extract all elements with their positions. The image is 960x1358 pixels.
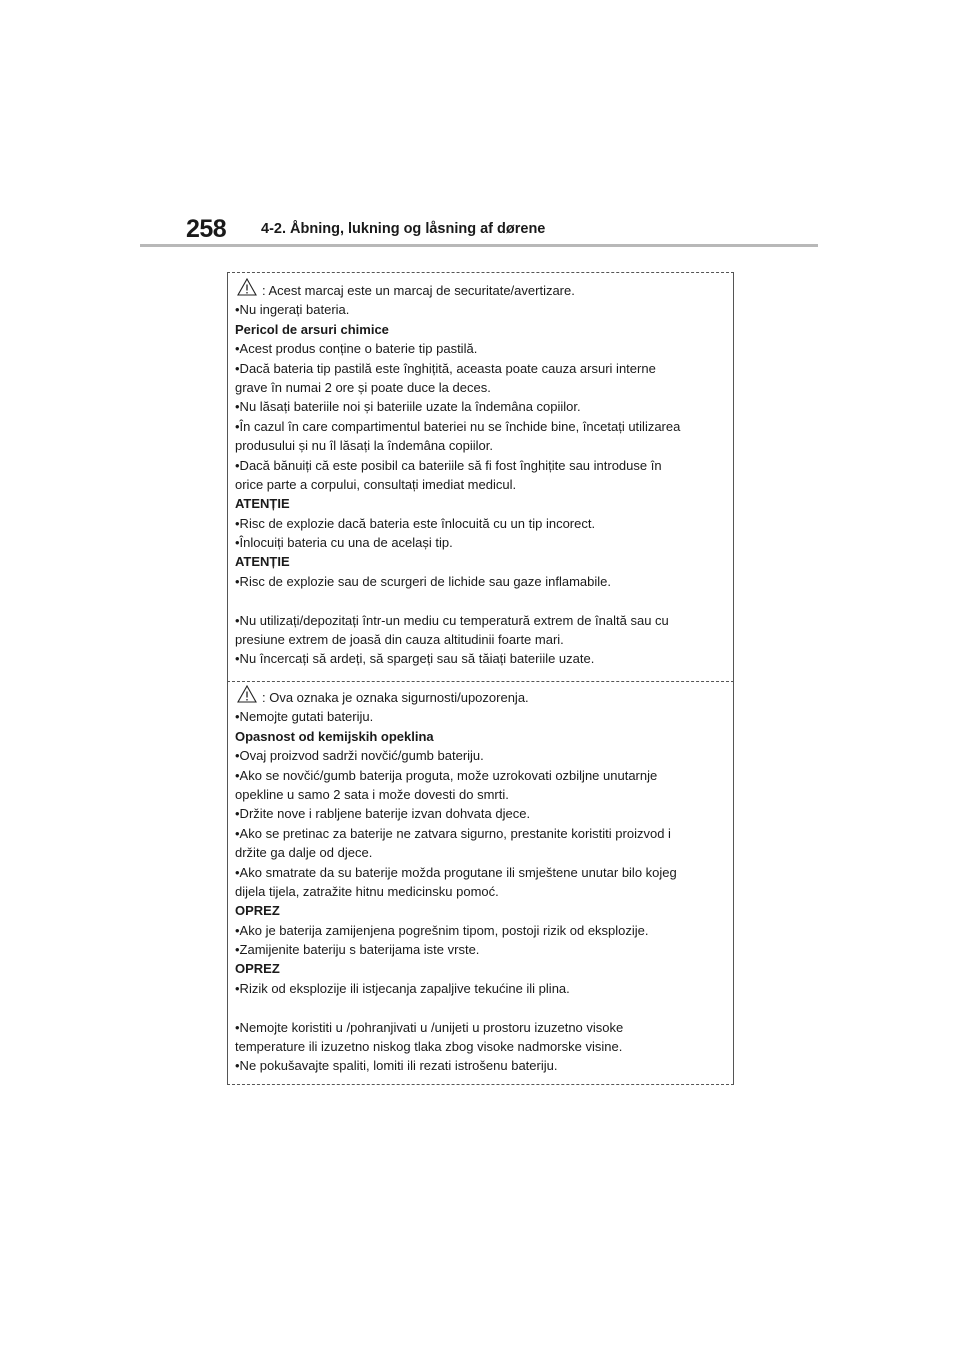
warning-text <box>235 882 729 901</box>
line-text: orice parte a corpului, consultați imediat medicul. <box>235 476 517 492</box>
warning-bullet <box>235 1018 729 1037</box>
warning-heading <box>235 320 729 339</box>
line-text: •Držite nove i rabljene baterije izvan dohvata djece. <box>235 806 531 822</box>
warning-bullet <box>235 514 729 533</box>
line-text: •Nu încercați să ardeți, să spargeți sau să tăiați bateriile uzate. <box>235 651 595 667</box>
warning-bullet <box>235 339 729 358</box>
warning-text <box>235 436 729 455</box>
line-text: presiune extrem de joasă din cauza altitudinii foarte mari. <box>235 632 564 648</box>
line-text: •Ako se pretinac za baterije ne zatvara sigurno, prestanite koristiti proizvod i <box>235 825 671 841</box>
line-text: opekline u samo 2 sata i može dovesti do smrti. <box>235 786 509 802</box>
line-text: •Nemojte gutati bateriju. <box>235 709 374 725</box>
warning-bullet <box>235 1056 729 1075</box>
line-text: •Nu lăsați bateriile noi și bateriile uzate la îndemâna copiilor. <box>235 399 581 415</box>
line-text: OPREZ <box>235 961 280 977</box>
warning-bullet <box>235 533 729 552</box>
warning-bullet <box>235 359 729 378</box>
line-text: •În cazul în care compartimentul bateriei nu se închide bine, încetați utilizarea <box>235 418 681 434</box>
warning-box-romanian <box>227 272 734 682</box>
warning-box-croatian <box>227 680 734 1085</box>
warning-legend <box>235 688 729 707</box>
line-text: grave în numai 2 ore și poate duce la deces. <box>235 379 491 395</box>
line-text: : Ova oznaka je oznaka sigurnosti/upozorenja. <box>262 690 529 705</box>
warning-text <box>235 630 729 649</box>
warning-text <box>235 843 729 862</box>
line-text: •Nu ingerați bateria. <box>235 302 350 318</box>
line-text: •Nu utilizați/depozitați într-un mediu cu temperatură extrem de înaltă sau cu <box>235 612 669 628</box>
line-text: •Dacă bateria tip pastilă este înghițită, aceasta poate cauza arsuri interne <box>235 360 656 376</box>
warning-bullet <box>235 707 729 726</box>
warning-bullet <box>235 300 729 319</box>
warning-bullet <box>235 649 729 668</box>
warning-heading <box>235 494 729 513</box>
line-text: •Risc de explozie sau de scurgeri de lichide sau gaze inflamabile. <box>235 573 611 589</box>
line-text: •Rizik od eksplozije ili istjecanja zapaljive tekućine ili plina. <box>235 980 570 996</box>
line-text: •Ovaj proizvod sadrži novčić/gumb bateriju. <box>235 748 484 764</box>
warning-text <box>235 785 729 804</box>
line-text: produsului și nu îl lăsați la îndemâna copiilor. <box>235 438 493 454</box>
line-text: OPREZ <box>235 903 280 919</box>
line-text: Pericol de arsuri chimice <box>235 321 389 337</box>
line-text: •Nemojte koristiti u /pohranjivati u /unijeti u prostoru izuzetno visoke <box>235 1019 624 1035</box>
section-title: 4-2. Åbning, lukning og låsning af dørene <box>261 221 546 237</box>
line-text: •Ako se novčić/gumb baterija proguta, može uzrokovati ozbiljne unutarnje <box>235 767 658 783</box>
warning-heading <box>235 727 729 746</box>
line-text: dijela tijela, zatražite hitnu medicinsku pomoć. <box>235 883 499 899</box>
line-text: •Risc de explozie dacă bateria este înlocuită cu un tip incorect. <box>235 515 596 531</box>
warning-bullet <box>235 824 729 843</box>
warning-triangle-icon <box>237 685 257 703</box>
warning-bullet <box>235 456 729 475</box>
warning-bullet <box>235 746 729 765</box>
header-divider <box>140 244 818 247</box>
warning-bullet <box>235 921 729 940</box>
blank-line <box>235 998 729 1017</box>
warning-bullet <box>235 417 729 436</box>
line-text: držite ga dalje od djece. <box>235 845 373 861</box>
line-text: •Dacă bănuiți că este posibil ca bateriile să fi fost înghițite sau introduse în <box>235 457 662 473</box>
line-text: •Ako smatrate da su baterije možda progutane ili smještene unutar bilo kojeg <box>235 864 677 880</box>
warning-bullet <box>235 979 729 998</box>
warning-bullet <box>235 940 729 959</box>
line-text: •Zamijenite bateriju s baterijama iste vrste. <box>235 942 480 958</box>
warning-text <box>235 378 729 397</box>
warning-text <box>235 475 729 494</box>
line-text: •Ne pokušavajte spaliti, lomiti ili rezati istrošenu bateriju. <box>235 1058 558 1074</box>
warning-heading <box>235 552 729 571</box>
page-number: 258 <box>186 215 227 243</box>
warning-bullet <box>235 804 729 823</box>
warning-heading <box>235 959 729 978</box>
warning-lines <box>235 281 729 669</box>
line-text: Opasnost od kemijskih opeklina <box>235 728 434 744</box>
warning-bullet <box>235 766 729 785</box>
blank-line <box>235 591 729 610</box>
warning-lines <box>235 688 729 1076</box>
warning-text <box>235 1037 729 1056</box>
warning-bullet <box>235 611 729 630</box>
warning-heading <box>235 901 729 920</box>
warning-bullet <box>235 863 729 882</box>
warning-triangle-icon <box>237 278 257 296</box>
line-text: ATENȚIE <box>235 554 290 570</box>
line-text: •Ako je baterija zamijenjena pogrešnim tipom, postoji rizik od eksplozije. <box>235 922 649 938</box>
line-text: temperature ili izuzetno niskog tlaka zbog visoke nadmorske visine. <box>235 1039 623 1055</box>
warning-bullet <box>235 397 729 416</box>
line-text: ATENȚIE <box>235 496 290 512</box>
line-text: •Înlocuiți bateria cu una de același tip. <box>235 535 453 551</box>
line-text: •Acest produs conține o baterie tip pastilă. <box>235 341 478 357</box>
warning-legend <box>235 281 729 300</box>
warning-bullet <box>235 572 729 591</box>
line-text: : Acest marcaj este un marcaj de securitate/avertizare. <box>262 283 575 298</box>
